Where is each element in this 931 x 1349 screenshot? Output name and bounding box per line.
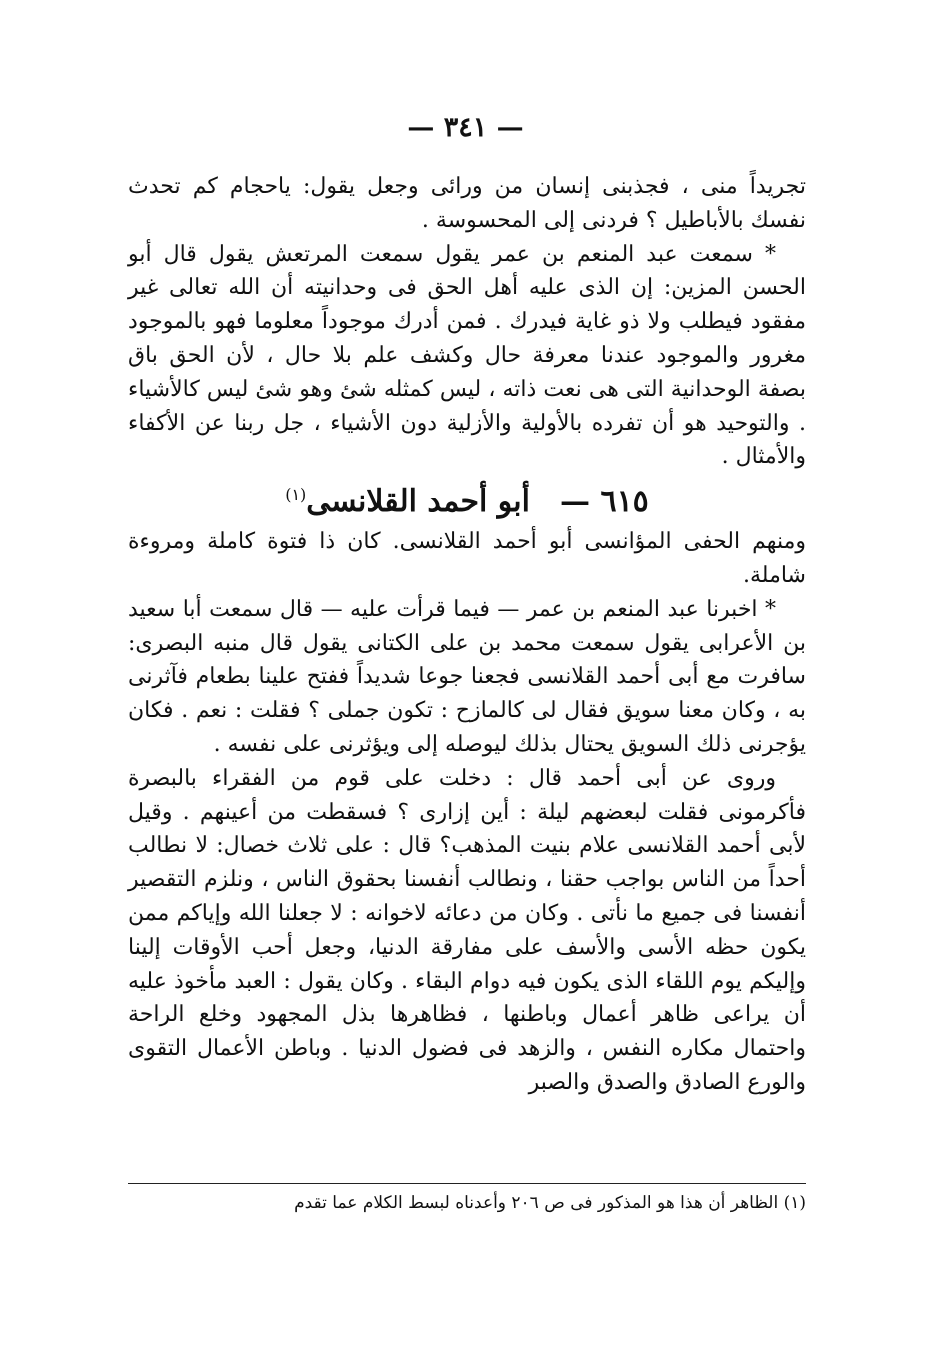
section-title: أبو أحمد القلانسى bbox=[306, 484, 530, 520]
paragraph-4: * اخبرنا عبد المنعم بن عمر — فيما قرأت عليه — قال سمعت أبا سعيد بن الأعرابى يقول سمعت محمد بن على الكتانى يقول قال منبه البصرى: سافرت مع أبى أحمد القلانسى فجعنا جوعا شديداً ففتح علينا بطعام فآثرنى به ، وكان معنا سويق فقال لى كالمازح : تكون جملى ؟ فقلت : نعم . فكان يؤجرنى ذلك السويق يحتال بذلك ليوصله إلى ويؤثرنى على نفسه . bbox=[128, 596, 806, 757]
footnote-marker: (١) bbox=[285, 485, 307, 505]
page-body bbox=[128, 170, 806, 1100]
section-number: ٦١٥ — bbox=[560, 484, 649, 520]
paragraph-3: ومنهم الحفى المؤانسى أبو أحمد القلانسى. كان ذا فتوة كاملة ومروءة شاملة. bbox=[128, 529, 806, 588]
footnote: (١) الظاهر أن هذا هو المذكور فى ص ٢٠٦ وأعدناه لبسط الكلام عما تقدم bbox=[294, 1193, 806, 1213]
paragraph-1: تجريداً منى ، فجذبنى إنسان من ورائى وجعل يقول: ياحجام كم تحدث نفسك بالأباطيل ؟ فردنى إلى المحسوسة . bbox=[128, 174, 806, 233]
paragraph-2: * سمعت عبد المنعم بن عمر يقول سمعت المرتعش يقول قال أبو الحسن المزين: إن الذى عليه أهل الحق فى وحدانيته أن الله تعالى غير مفقود فيطلب ولا ذو غاية فيدرك . فمن أدرك موجوداً معلوما فهو بالموجود مغرور والموجود عندنا معرفة حال وكشف علم بلا حال ، لأن الحق باق بصفة الوحدانية التى هى نعت ذاته ، ليس كمثله شئ وهو شئ ليس كالأشياء . والتوحيد هو أن تفرده بالأولية والأزلية دون الأشياء ، جل ربنا عن الأكفاء والأمثال . bbox=[128, 241, 806, 470]
paragraph-5: وروى عن أبى أحمد قال : دخلت على قوم من الفقراء بالبصرة فأكرمونى فقلت لبعضهم ليلة : أين إزارى ؟ فسقطت من أعينهم . وقيل لأبى أحمد القلانسى علام بنيت المذهب؟ قال : على ثلاث خصال: لا نطالب أحداً من الناس بواجب حقنا ، ونطالب أنفسنا بحقوق الناس ، ونلزم التقصير أنفسنا فى جميع ما نأتى . وكان من دعائه لاخوانه : لا جعلنا الله وإياكم ممن يكون حظه الأسى والأسف على مفارقة الدنيا، وجعل أحب الأوقات إلينا وإليكم يوم اللقاء الذى يكون فيه دوام البقاء . وكان يقول : العبد مأخوذ عليه أن يراعى ظاهر أعمال وباطنها ، فظاهرها بذل المجهود وخلع الراحة واحتمال مكاره النفس ، والزهد فى فضول الدنيا . وباطن الأعمال التقوى والورع الصادق والصدق والصبر bbox=[128, 765, 806, 1095]
section-heading bbox=[128, 475, 806, 522]
footnote-divider bbox=[128, 1183, 806, 1184]
page-number: — ٣٤١ — bbox=[407, 112, 524, 143]
